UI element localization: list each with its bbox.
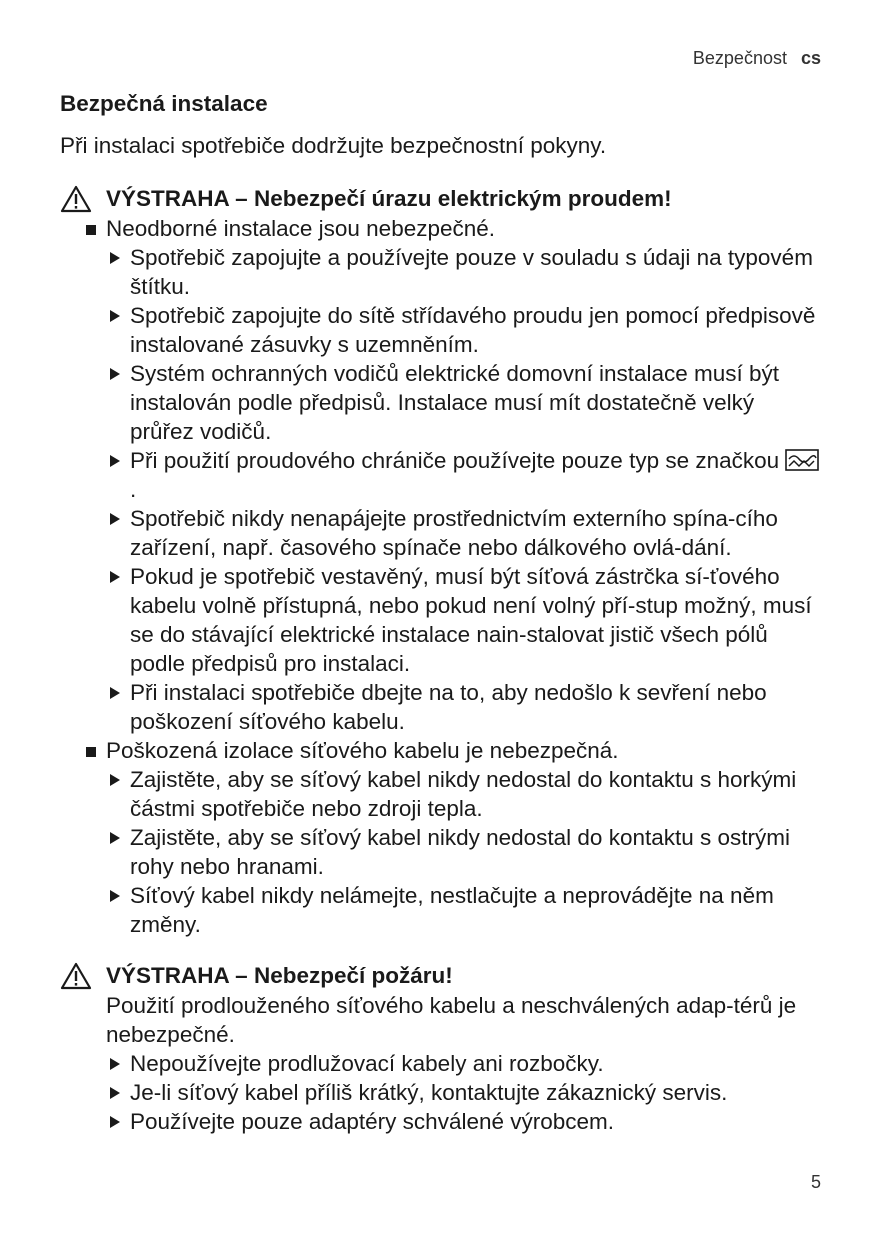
instruction-item: Spotřebič nikdy nenapájejte prostřednictvím externího spína-cího zařízení, např. časového spínače nebo dálkového ovlá-dání. [60,504,822,562]
section-intro: Při instalaci spotřebiče dodržujte bezpečnostní pokyny. [60,133,607,158]
instruction-item: Zajistěte, aby se síťový kabel nikdy nedostal do kontaktu s ostrými rohy nebo hranami. [60,823,822,881]
instruction-item: Nepoužívejte prodlužovací kabely ani rozbočky. [60,1049,822,1078]
instruction-item: Systém ochranných vodičů elektrické domovní instalace musí být instalován podle předpisů. Instalace musí mít dostatečně velký průřez vodičů. [60,359,822,446]
hazard-heading: Poškozená izolace síťového kabelu je nebezpečná. [60,736,822,765]
hazard-heading: Neodborné instalace jsou nebezpečné. [60,214,822,243]
language-code: cs [800,48,821,68]
warning-fire [60,961,822,1136]
instruction-item-text: Při použití proudového chrániče používejte pouze typ se značkou [130,448,780,473]
instruction-list [60,1049,822,1136]
instruction-item: Zajistěte, aby se síťový kabel nikdy nedostal do kontaktu s horkými částmi spotřebiče nebo zdroji tepla. [60,765,822,823]
warning-triangle-icon [60,962,92,990]
warning-title [60,961,822,991]
instruction-item: Síťový kabel nikdy nelámejte, nestlačujte a neprovádějte na něm změny. [60,881,822,939]
page-number: 5 [810,1172,821,1192]
rcd-symbol-icon [785,449,819,471]
warning-title-text: VÝSTRAHA – Nebezpečí úrazu elektrickým proudem! [106,186,672,211]
instruction-list [60,765,822,939]
warning-electric-shock [60,184,822,939]
instruction-item: Pokud je spotřebič vestavěný, musí být síťová zástrčka sí-ťového kabelu volně přístupná, nebo pokud není volný pří-stup možný, musí se do stávající elektrické instalace nain-stalovat jistič všech pólů podle předpisů pro instalaci. [60,562,822,678]
instruction-item: Je-li síťový kabel příliš krátký, kontaktujte zákaznický servis. [60,1078,822,1107]
section-name: Bezpečnost [692,48,787,68]
page-content [60,88,822,1136]
warning-text: Použití prodlouženého síťového kabelu a neschválených adap-térů je nebezpečné. [106,993,797,1047]
section-title: Bezpečná instalace [60,91,268,116]
instruction-item: Spotřebič zapojujte a používejte pouze v souladu s údaji na typovém štítku. [60,243,822,301]
instruction-item: Při použití proudového chrániče používejte pouze typ se značkou . [60,446,822,504]
page-header [693,48,821,69]
instruction-item: Používejte pouze adaptéry schválené výrobcem. [60,1107,822,1136]
instruction-list [60,243,822,736]
warning-triangle-icon [60,185,92,213]
warning-title-text: VÝSTRAHA – Nebezpečí požáru! [106,963,453,988]
warning-title [60,184,822,214]
instruction-item: Při instalaci spotřebiče dbejte na to, aby nedošlo k sevření nebo poškození síťového kabelu. [60,678,822,736]
instruction-item: Spotřebič zapojujte do sítě střídavého proudu jen pomocí předpisově instalované zásuvky s uzemněním. [60,301,822,359]
